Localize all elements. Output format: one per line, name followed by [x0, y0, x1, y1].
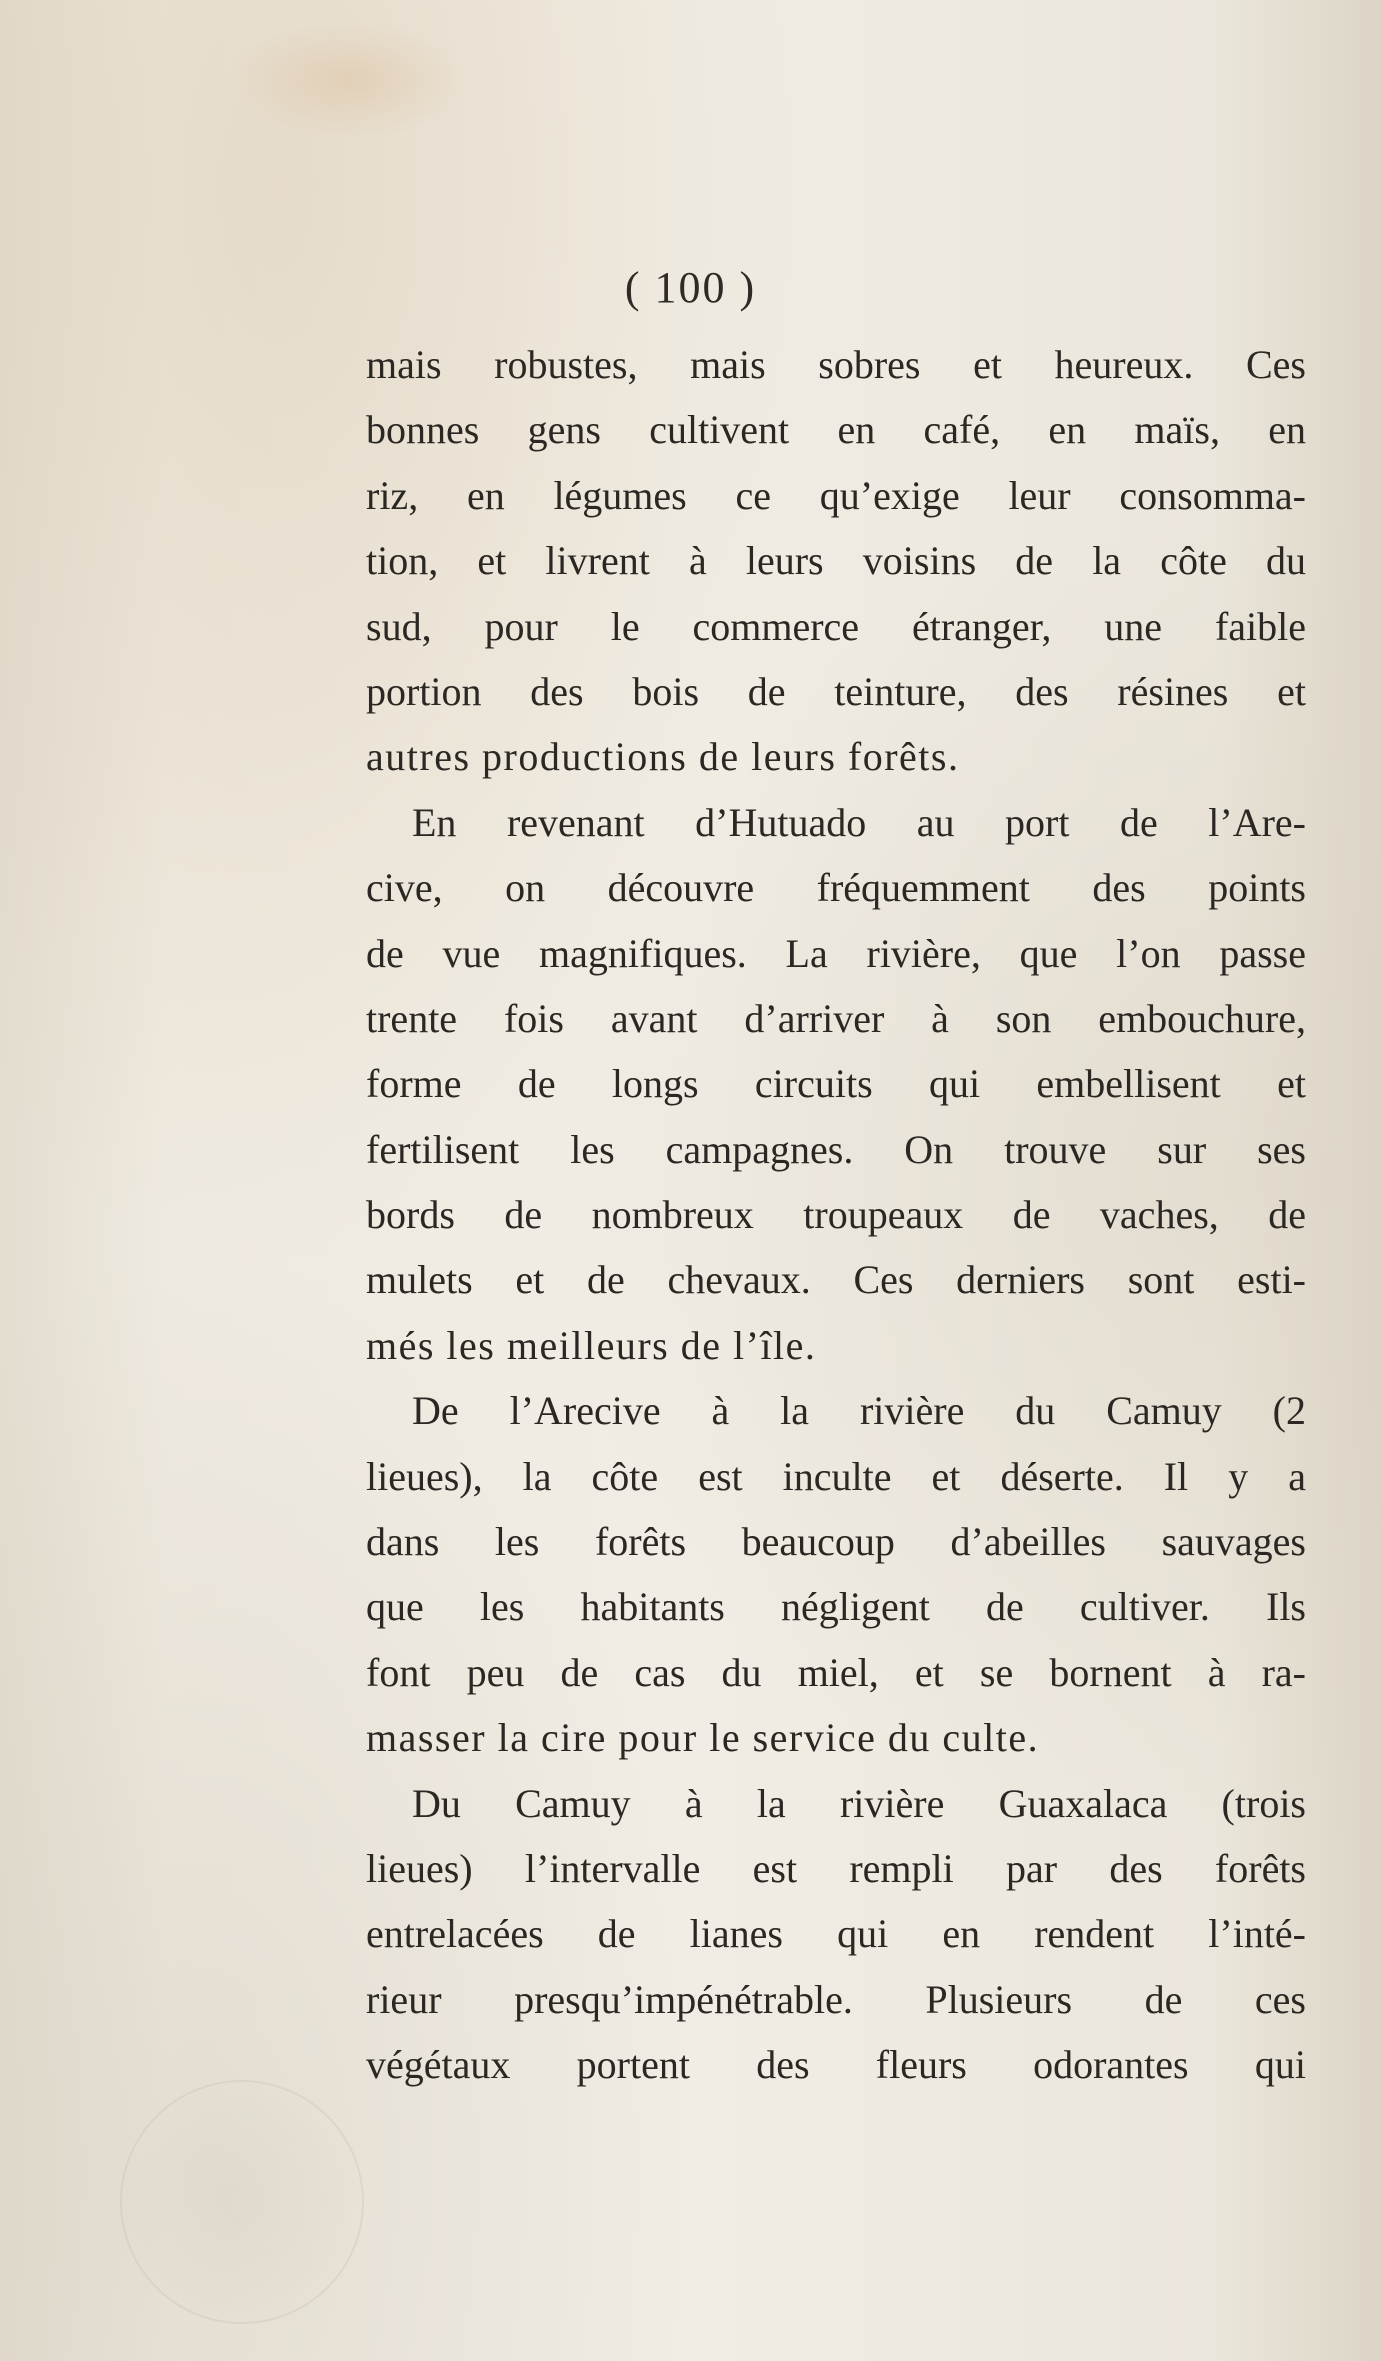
- text-line: [366, 1313, 1306, 1378]
- text-line: [366, 855, 1306, 920]
- text-line: [366, 594, 1306, 659]
- text-line-content: En revenant d’Hutuado au port de l’Are-: [412, 799, 1306, 845]
- text-line-content: riz, en légumes ce qu’exige leur consomma-: [366, 472, 1306, 518]
- text-line: [366, 724, 1306, 789]
- text-line-content: portion des bois de teinture, des résines et: [366, 668, 1306, 714]
- text-line-content: dans les forêts beaucoup d’abeilles sauvages: [366, 1519, 1306, 1565]
- text-line-content: Du Camuy à la rivière Guaxalaca (trois: [412, 1780, 1306, 1826]
- text-line: [366, 1117, 1306, 1182]
- text-line-content: entrelacées de lianes qui en rendent l’inté-: [366, 1911, 1306, 1957]
- text-line: [366, 528, 1306, 593]
- text-line-content: masser la cire pour le service du culte.: [366, 1715, 1040, 1761]
- text-line: [366, 1836, 1306, 1901]
- text-line-content: font peu de cas du miel, et se bornent à ra-: [366, 1649, 1306, 1695]
- text-line-content: mulets et de chevaux. Ces derniers sont esti-: [366, 1257, 1306, 1303]
- text-line: [366, 1901, 1306, 1966]
- text-line: [366, 332, 1306, 397]
- text-line: [366, 1378, 1306, 1443]
- text-line: [366, 1705, 1306, 1770]
- page-number: ( 100 ): [624, 263, 757, 312]
- text-line: [366, 659, 1306, 724]
- text-line-content: forme de longs circuits qui embellisent et: [366, 1061, 1306, 1107]
- text-line-content: trente fois avant d’arriver à son embouchure,: [366, 995, 1306, 1041]
- text-line-content: fertilisent les campagnes. On trouve sur ses: [366, 1126, 1306, 1172]
- text-line-content: bonnes gens cultivent en café, en maïs, en: [366, 407, 1306, 453]
- text-line-content: lieues), la côte est inculte et déserte. Il y a: [366, 1453, 1306, 1499]
- text-line-content: que les habitants négligent de cultiver. Ils: [366, 1584, 1306, 1630]
- paper-stain-ring: [120, 2080, 364, 2324]
- text-line-content: autres productions de leurs forêts.: [366, 734, 960, 780]
- text-line: [366, 921, 1306, 986]
- text-line: [366, 1574, 1306, 1639]
- text-line-content: végétaux portent des fleurs odorantes qui: [366, 2042, 1306, 2088]
- text-line: [366, 986, 1306, 1051]
- text-line: [366, 790, 1306, 855]
- text-line-content: lieues) l’intervalle est rempli par des forêts: [366, 1845, 1306, 1891]
- text-line: [366, 397, 1306, 462]
- text-line: [366, 1247, 1306, 1312]
- text-line: [366, 2032, 1306, 2097]
- text-line-content: rieur presqu’impénétrable. Plusieurs de ces: [366, 1976, 1306, 2022]
- text-line-content: bords de nombreux troupeaux de vaches, de: [366, 1192, 1306, 1238]
- text-line: [366, 1771, 1306, 1836]
- text-line: [366, 463, 1306, 528]
- text-line: [366, 1182, 1306, 1247]
- body-text: [366, 332, 1306, 2098]
- text-line-content: cive, on découvre fréquemment des points: [366, 865, 1306, 911]
- text-line: [366, 1509, 1306, 1574]
- text-line-content: tion, et livrent à leurs voisins de la côte du: [366, 538, 1306, 584]
- text-line: [366, 1967, 1306, 2032]
- text-line-content: més les meilleurs de l’île.: [366, 1322, 817, 1368]
- text-line-content: de vue magnifiques. La rivière, que l’on passe: [366, 930, 1306, 976]
- text-line: [366, 1640, 1306, 1705]
- paper-stain: [230, 20, 470, 140]
- text-line-content: De l’Arecive à la rivière du Camuy (2: [412, 1388, 1306, 1434]
- text-line-content: mais robustes, mais sobres et heureux. Ces: [366, 342, 1306, 387]
- text-line-content: sud, pour le commerce étranger, une faible: [366, 603, 1306, 649]
- text-line: [366, 1051, 1306, 1116]
- text-line: [366, 1444, 1306, 1509]
